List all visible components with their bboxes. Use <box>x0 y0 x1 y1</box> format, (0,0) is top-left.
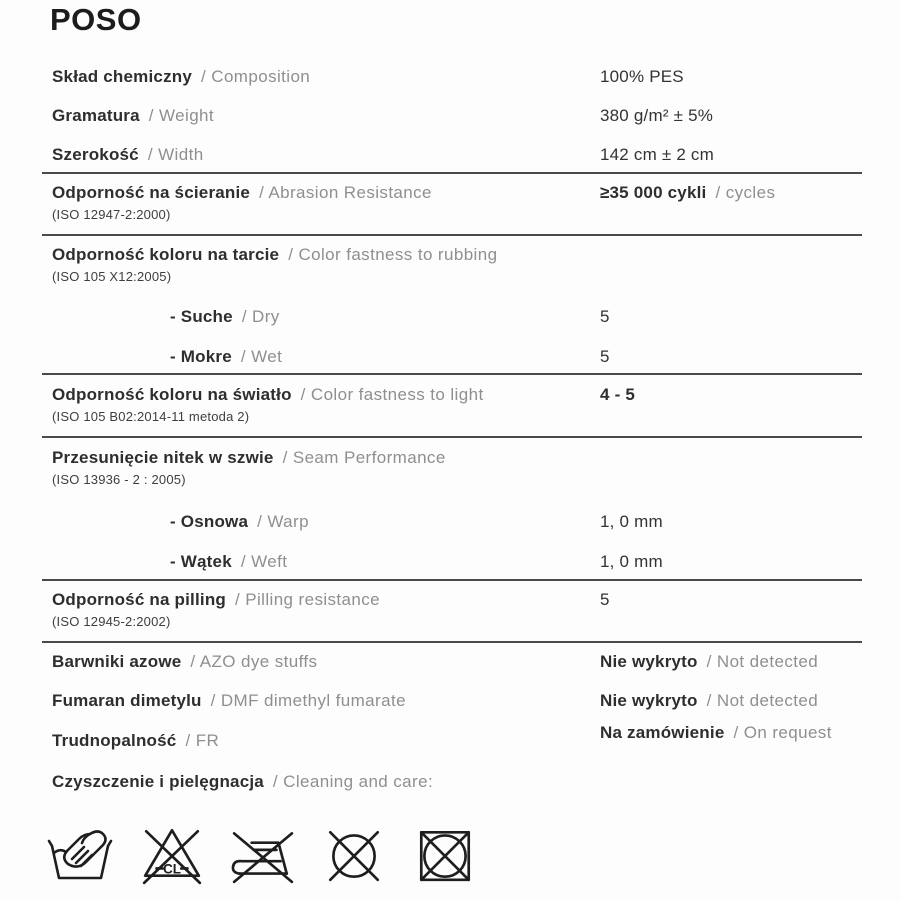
rubbing-label-pl: Odporność koloru na tarcie <box>52 245 280 264</box>
rubbing-iso-note: (ISO 105 X12:2005) <box>52 269 172 284</box>
do-not-bleach-icon <box>139 820 205 888</box>
do-not-dry-clean-icon <box>321 820 387 888</box>
row-rubbing-label <box>52 244 497 266</box>
row-composition-value <box>600 66 684 88</box>
seam-warp-value: 1, 0 mm <box>600 512 663 531</box>
row-seam-warp-label <box>170 511 309 533</box>
rubbing-dry-label-en: / Dry <box>241 307 280 326</box>
rubbing-label-en: / Color fastness to rubbing <box>288 245 498 264</box>
seam-weft-label-en: / Weft <box>240 552 288 571</box>
rubbing-wet-label-pl: - Mokre <box>170 347 232 366</box>
pilling-iso-note: (ISO 12945-2:2002) <box>52 614 171 629</box>
row-composition-label <box>52 66 310 88</box>
pilling-label-pl: Odporność na pilling <box>52 590 226 609</box>
seam-weft-value: 1, 0 mm <box>600 552 663 571</box>
abrasion-value-pl: ≥35 000 cykli <box>600 183 707 202</box>
section-divider <box>42 373 862 375</box>
dmf-value-en: / Not detected <box>706 691 819 710</box>
row-width-value <box>600 144 714 166</box>
azo-value-pl: Nie wykryto <box>600 652 698 671</box>
row-azo-label <box>52 651 317 673</box>
section-divider <box>42 641 862 643</box>
row-light-label <box>52 384 484 406</box>
section-divider <box>42 234 862 236</box>
row-rubbing-wet-value <box>600 346 610 368</box>
weight-label-en: / Weight <box>148 106 215 125</box>
rubbing-wet-label-en: / Wet <box>240 347 283 366</box>
row-rubbing-dry-value <box>600 306 610 328</box>
row-light-value <box>600 384 635 406</box>
row-rubbing-dry-label <box>170 306 280 328</box>
light-label-en: / Color fastness to light <box>300 385 484 404</box>
row-fr-value <box>600 722 832 744</box>
composition-label-en: / Composition <box>201 67 311 86</box>
rubbing-wet-value: 5 <box>600 347 610 366</box>
weight-value: 380 g/m² ± 5% <box>600 106 714 125</box>
care-label-pl: Czyszczenie i pielęgnacja <box>52 772 264 791</box>
row-rubbing-wet-label <box>170 346 282 368</box>
care-label-en: / Cleaning and care: <box>272 772 434 791</box>
abrasion-value-en: / cycles <box>715 183 776 202</box>
light-iso-note: (ISO 105 B02:2014-11 metoda 2) <box>52 409 250 424</box>
row-seam-label <box>52 447 446 469</box>
dmf-value-pl: Nie wykryto <box>600 691 698 710</box>
page-title: POSO <box>50 2 142 37</box>
row-abrasion-value <box>600 182 775 204</box>
azo-value-en: / Not detected <box>706 652 819 671</box>
width-label-pl: Szerokość <box>52 145 139 164</box>
seam-warp-label-en: / Warp <box>257 512 309 531</box>
row-width-label <box>52 144 204 166</box>
fr-value-en: / On request <box>733 723 832 742</box>
seam-label-en: / Seam Performance <box>282 448 446 467</box>
row-care-label <box>52 771 433 793</box>
seam-warp-label-pl: - Osnowa <box>170 512 249 531</box>
row-dmf-value <box>600 690 818 712</box>
rubbing-dry-label-pl: - Suche <box>170 307 233 326</box>
weight-label-pl: Gramatura <box>52 106 140 125</box>
pilling-label-en: / Pilling resistance <box>235 590 381 609</box>
composition-value: 100% PES <box>600 67 684 86</box>
dmf-label-pl: Fumaran dimetylu <box>52 691 202 710</box>
row-seam-weft-value <box>600 551 663 573</box>
section-divider <box>42 172 862 174</box>
fr-label-en: / FR <box>185 731 220 750</box>
azo-label-en: / AZO dye stuffs <box>190 652 318 671</box>
row-seam-weft-label <box>170 551 287 573</box>
hand-wash-icon <box>46 820 114 888</box>
bleach-cl-label: CL <box>163 861 181 877</box>
pilling-value: 5 <box>600 590 610 609</box>
width-value: 142 cm ± 2 cm <box>600 145 714 164</box>
rubbing-dry-value: 5 <box>600 307 610 326</box>
abrasion-iso-note: (ISO 12947-2:2000) <box>52 207 171 222</box>
seam-label-pl: Przesunięcie nitek w szwie <box>52 448 274 467</box>
width-label-en: / Width <box>147 145 204 164</box>
row-abrasion-label <box>52 182 432 204</box>
row-dmf-label <box>52 690 406 712</box>
fr-label-pl: Trudnopalność <box>52 731 177 750</box>
row-fr-label <box>52 730 219 752</box>
row-weight-label <box>52 105 214 127</box>
do-not-tumble-dry-icon <box>412 820 478 888</box>
composition-label-pl: Skład chemiczny <box>52 67 193 86</box>
dmf-label-en: / DMF dimethyl fumarate <box>210 691 406 710</box>
row-seam-warp-value <box>600 511 663 533</box>
fr-value-pl: Na zamówienie <box>600 723 725 742</box>
light-label-pl: Odporność koloru na światło <box>52 385 292 404</box>
row-weight-value <box>600 105 713 127</box>
section-divider <box>42 436 862 438</box>
abrasion-label-en: / Abrasion Resistance <box>259 183 432 202</box>
row-pilling-label <box>52 589 380 611</box>
do-not-iron-icon <box>230 820 296 888</box>
row-pilling-value <box>600 589 610 611</box>
seam-weft-label-pl: - Wątek <box>170 552 232 571</box>
azo-label-pl: Barwniki azowe <box>52 652 182 671</box>
section-divider <box>42 579 862 581</box>
abrasion-label-pl: Odporność na ścieranie <box>52 183 251 202</box>
light-value: 4 - 5 <box>600 385 636 404</box>
seam-iso-note: (ISO 13936 - 2 : 2005) <box>52 472 186 487</box>
row-azo-value <box>600 651 818 673</box>
